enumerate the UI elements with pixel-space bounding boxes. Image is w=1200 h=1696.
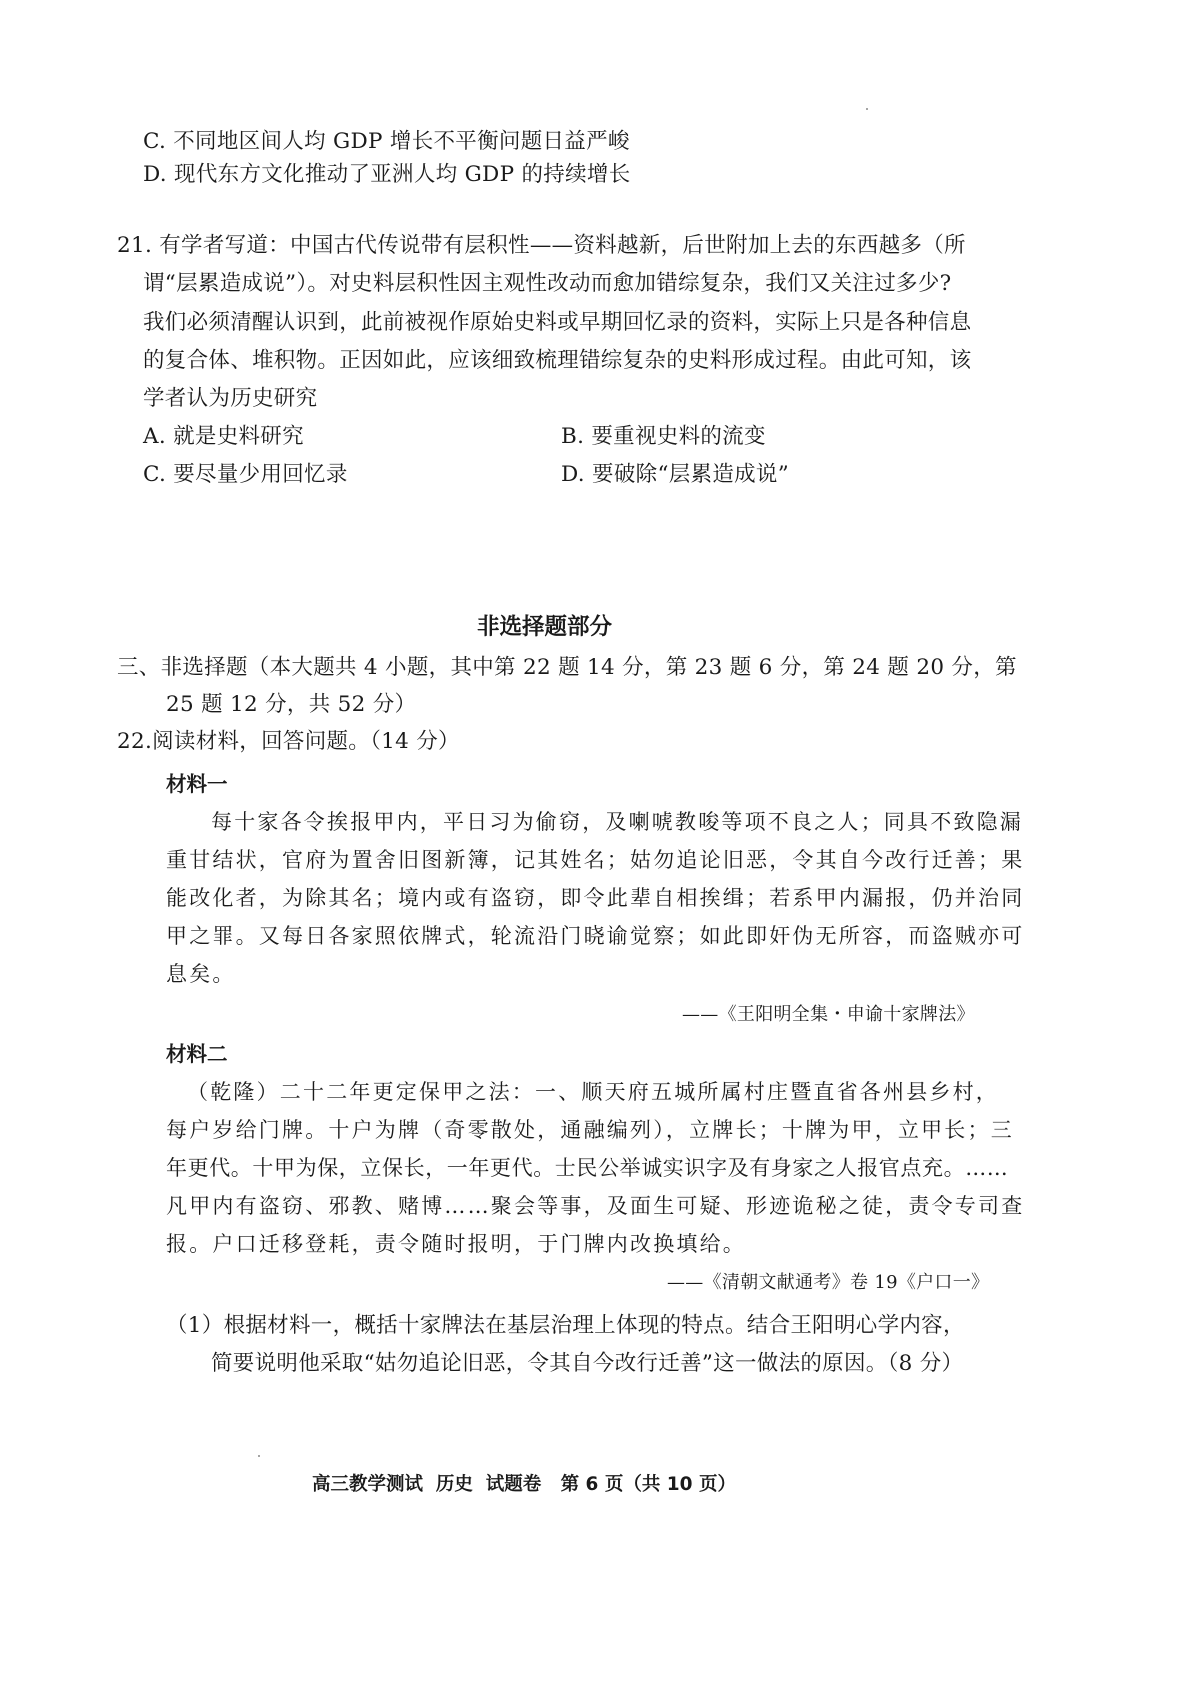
q21-stem-line-2: 谓“层累造成说”）。对史料层积性因主观性改动而愈加错综复杂，我们又关注过多少? (143, 271, 952, 296)
section-heading-line-1 (117, 650, 1017, 681)
q21-stem-line-1: 21. 有学者写道：中国古代传说带有层积性——资料越新，后世附加上去的东西越多（所 (117, 233, 966, 258)
material-1-line-2: 重甘结状，官府为置舍旧图新簿，记其姓名；姑勿追论旧恶，令其自今改行迁善；果 (166, 848, 1025, 872)
option-d-prev: D. 现代东方文化推动了亚洲人均 GDP 的持续增长 (143, 162, 631, 187)
material-1-line-5: 息矣。 (166, 962, 236, 986)
scan-speck (866, 108, 868, 110)
material-2-line-4: 凡甲内有盗窃、邪教、赌博……聚会等事，及面生可疑、形迹诡秘之徒，责令专司查 (166, 1194, 1025, 1218)
q21-option-b: B. 要重视史料的流变 (561, 424, 766, 449)
option-c-prev: C. 不同地区间人均 GDP 增长不平衡问题日益严峻 (143, 129, 630, 154)
material-2-label: 材料二 (166, 1042, 228, 1066)
material-1-line-3: 能改化者，为除其名；境内或有盗窃，即令此辈自相挨缉；若系甲内漏报，仍并治同 (166, 886, 1025, 910)
q21-stem-line-5: 学者认为历史研究 (143, 386, 318, 411)
q21-stem-line-3: 我们必须清醒认识到，此前被视作原始史料或早期回忆录的资料，实际上只是各种信息 (143, 310, 972, 335)
section-title: 非选择题部分 (477, 614, 613, 640)
section-heading-text: 三、非选择题（本大题共 4 小题，其中第 22 题 14 分，第 23 题 6 分，第 24 题 20 分，第 (117, 655, 1017, 680)
material-1-label: 材料一 (166, 772, 228, 796)
q21-option-d: D. 要破除“层累造成说” (561, 462, 790, 487)
material-2-line-3: 年更代。十甲为保，立保长，一年更代。士民公举诚实识字及有身家之人报官点充。…… (166, 1156, 1009, 1180)
scan-speck (258, 1455, 260, 1457)
material-2-line-5: 报。户口迁移登耗，责令随时报明，于门牌内改换填给。 (166, 1232, 746, 1256)
material-2-line-1: （乾隆）二十二年更定保甲之法：一、顺天府五城所属村庄暨直省各州县乡村， (187, 1080, 999, 1104)
page-footer: 高三教学测试 历史 试题卷 第 6 页（共 10 页） (312, 1474, 736, 1495)
q22-sub1-line-2: 简要说明他采取“姑勿追论旧恶，令其自今改行迁善”这一做法的原因。（8 分） (211, 1351, 964, 1376)
q21-option-c: C. 要尽量少用回忆录 (143, 462, 348, 487)
q22-stem: 22.阅读材料，回答问题。（14 分） (117, 729, 460, 754)
material-1-line-4: 甲之罪。又每日各家照依牌式，轮流沿门晓谕觉察；如此即奸伪无所容，而盗贼亦可 (166, 924, 1025, 948)
q22-sub1-line-1: （1）根据材料一，概括十家牌法在基层治理上体现的特点。结合王阳明心学内容， (166, 1313, 965, 1338)
material-1-source: ——《王阳明全集・申谕十家牌法》 (682, 1004, 975, 1025)
material-1-line-1: 每十家各令挨报甲内，平日习为偷窃，及喇唬教唆等项不良之人；同具不致隐漏 (211, 810, 1023, 834)
material-2-line-2: 每户岁给门牌。十户为牌（奇零散处，通融编列），立牌长；十牌为甲，立甲长；三 (166, 1118, 1014, 1142)
q21-stem-line-4: 的复合体、堆积物。正因如此，应该细致梳理错综复杂的史料形成过程。由此可知，该 (143, 348, 972, 373)
section-heading-line-2: 25 题 12 分，共 52 分） (166, 692, 417, 717)
material-2-source: ——《清朝文献通考》卷 19《户口一》 (667, 1272, 990, 1293)
q21-option-a: A. 就是史料研究 (143, 424, 304, 449)
